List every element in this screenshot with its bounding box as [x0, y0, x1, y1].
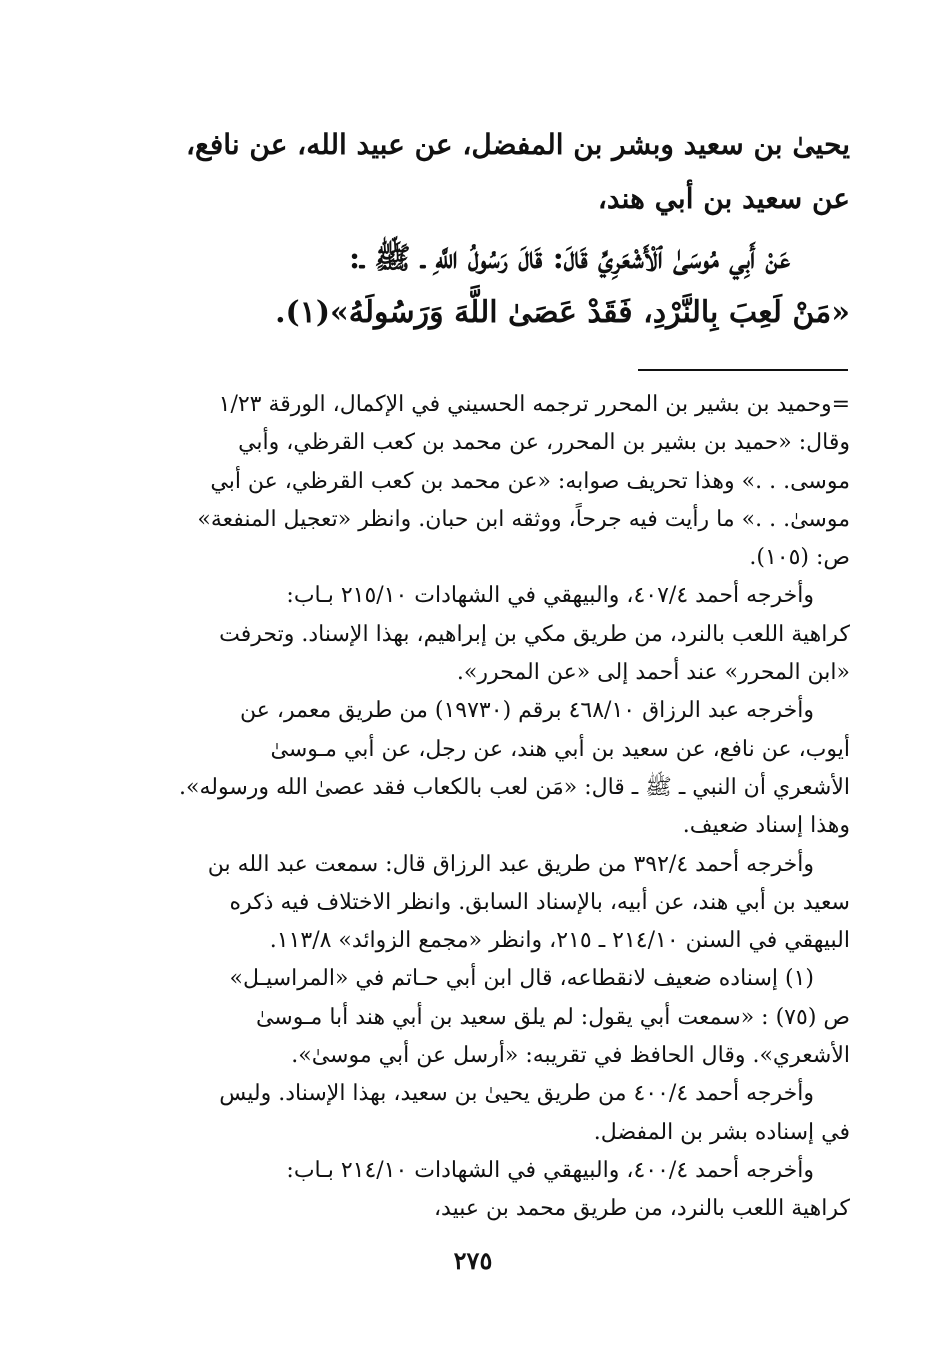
page-number: ٢٧٥: [453, 1246, 493, 1275]
footnote-line: الأشعري». وقال الحافظ في تقريبه: «أرسل عن أبي موسىٰ».: [291, 1043, 850, 1069]
footnote-divider: [638, 369, 848, 371]
footnote-line: موسى. . .» وهذا تحريف صوابه: «عن محمد بن كعب القرظي، عن أبي: [210, 468, 850, 494]
footnote-line: «ابن المحرر» عند أحمد إلى «عن المحرر».: [456, 660, 850, 686]
footnote-line: (١) إسناده ضعيف لانقطاعه، قال ابن أبي حـاتم في «المراسيـل»: [229, 966, 814, 992]
footnote-line: كراهية اللعب بالنرد، من طريق محمد بن عبيد،: [433, 1196, 850, 1222]
main-line: يحيىٰ بن سعيد وبشر بن المفضل، عن عبيد الله، عن نافع،: [185, 128, 850, 161]
footnote-line: وأخرجه أحمد ٣٩٢/٤ من طريق عبد الرزاق قال: سمعت عبد الله بن: [207, 851, 814, 877]
footnote-line: وقال: «حميد بن بشير بن المحرر، عن محمد بن كعب القرظي، وأبي: [238, 430, 850, 456]
footnote-line: البيهقي في السنن ٢١٤/١٠ ـ ٢١٥، وانظر «مجمع الزوائد» ١١٣/٨.: [269, 928, 850, 954]
footnote-line: موسىٰ. . .» ما رأيت فيه جرحاً، ووثقه ابن حبان. وانظر «تعجيل المنفعة»: [197, 506, 850, 532]
main-line: عن سعيد بن أبي هند،: [597, 182, 850, 215]
footnote-line: وأخرجه عبد الرزاق ٤٦٨/١٠ برقم (١٩٧٣٠) من طريق معمر، عن: [240, 698, 814, 724]
hadith-text: [140, 232, 850, 340]
main-text: [140, 118, 850, 340]
footnote-line: سعيد بن أبي هند، عن أبيه، بالإسناد السابق. وانظر الاختلاف فيه ذكره: [229, 889, 850, 915]
footnote-line: وأخرجه أحمد ٤٠٠/٤، والبيهقي في الشهادات ٢١٤/١٠ بـاب:: [286, 1157, 814, 1183]
footnote-line: وأخرجه أحمد ٤٠٠/٤ من طريق يحيىٰ بن سعيد، بهذا الإسناد. وليس: [219, 1081, 814, 1107]
footnote-line: في إسناده بشر بن المفضل.: [593, 1119, 850, 1145]
footnote-line: ص: (١٠٥).: [749, 545, 850, 571]
hadith-line: «مَنْ لَعِبَ بِالنَّرْدِ، فَقَدْ عَصَىٰ اللَّهَ وَرَسُولَهُ»(١).: [275, 295, 850, 330]
footnote-line: ص (٧٥) : «سمعت أبي يقول: لم يلق سعيد بن أبي هند أبا مـوسىٰ: [255, 1004, 850, 1030]
footnote-line: وأخرجه أحمد ٤٠٧/٤، والبيهقي في الشهادات ٢١٥/١٠ بـاب:: [286, 583, 814, 609]
footnote-line: وهذا إسناد ضعيف.: [682, 813, 850, 839]
hadith-line: عَنْ أَبِي مُوسَىٰ ٱلْأَشْعَرِيِّ قَالَ: قَالَ رَسُولُ اللَّهِ ـ ﷺ ـ:: [349, 241, 790, 276]
footnote-line: أيوب، عن نافع، عن سعيد بن أبي هند، عن رجل، عن أبي مـوسىٰ: [270, 736, 850, 762]
footnote-line: =وحميد بن بشير بن المحرر ترجمه الحسيني في الإكمال، الورقة ١/٢٣: [218, 392, 850, 417]
footnote-line: الأشعري أن النبي ـ ﷺ ـ قال: «مَن لعب بالكعاب فقد عصىٰ الله ورسوله».: [179, 774, 850, 800]
footnote-line: كراهية اللعب بالنرد، من طريق مكي بن إبراهيم، بهذا الإسناد. وتحرفت: [219, 621, 850, 647]
footnotes: [148, 386, 850, 1229]
